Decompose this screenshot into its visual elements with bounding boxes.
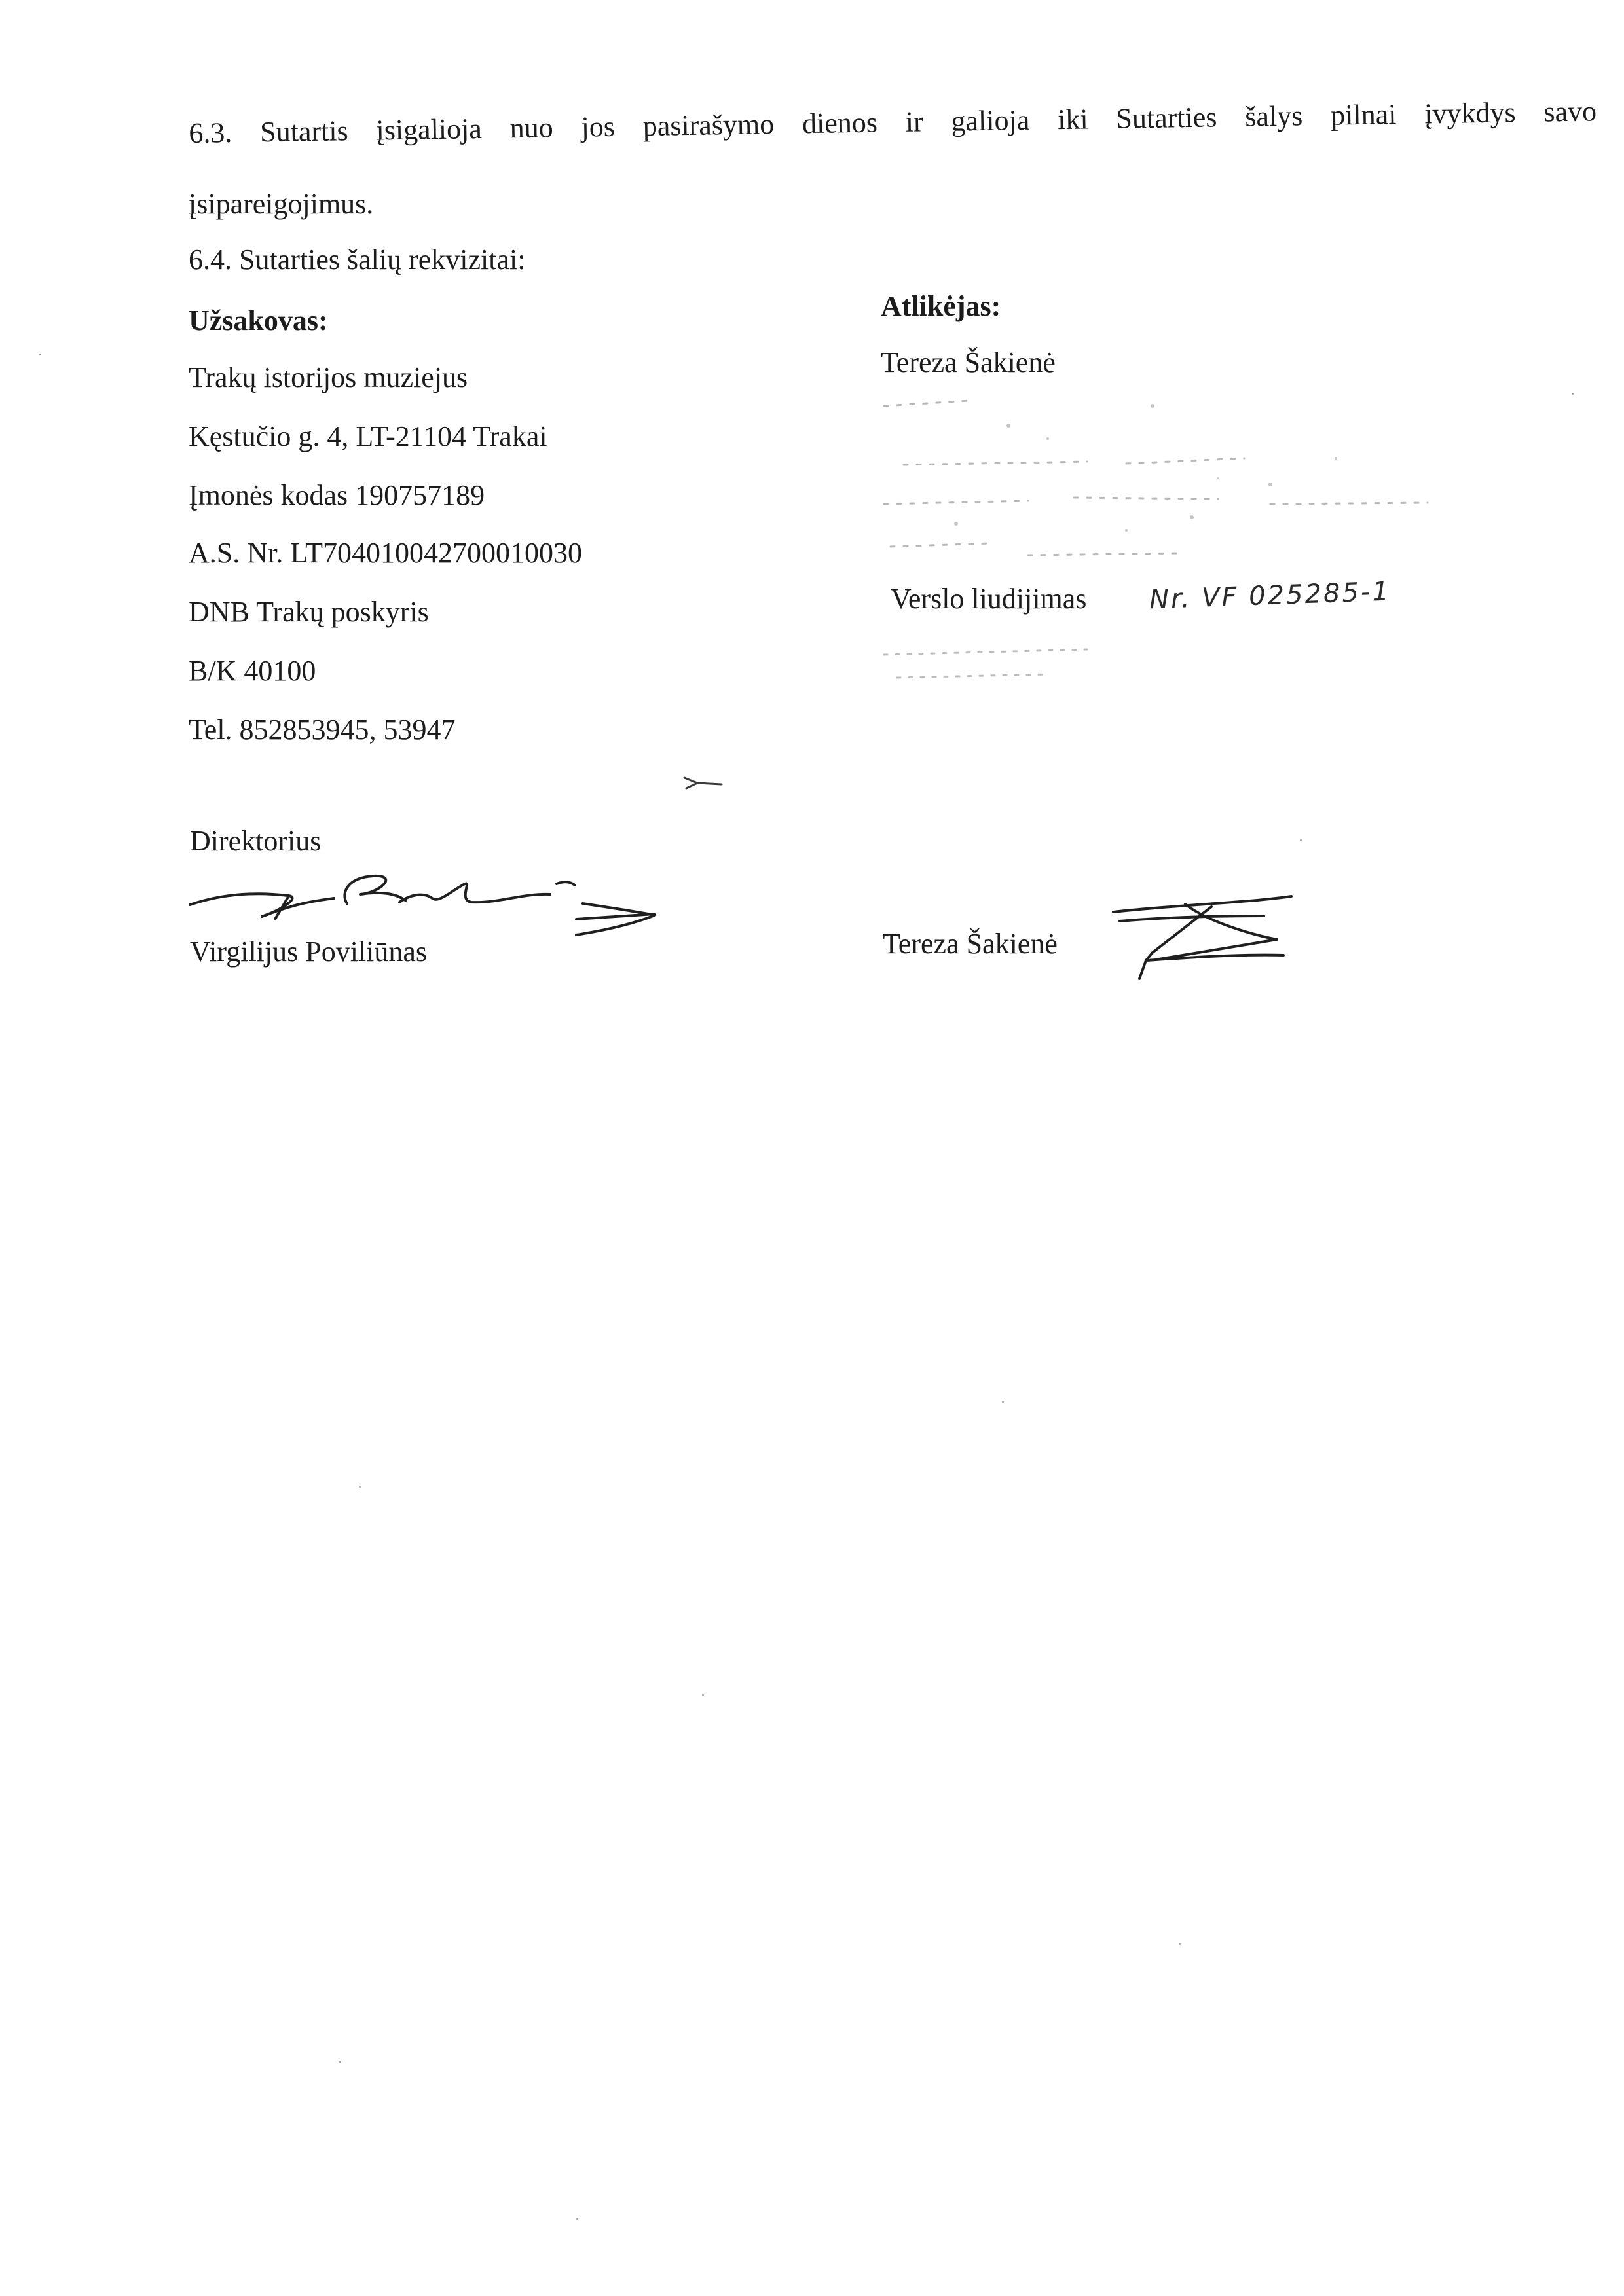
scan-speck: [1300, 839, 1302, 841]
stray-mark: [681, 766, 727, 792]
customer-bank: DNB Trakų poskyris: [189, 596, 429, 628]
contractor-signatory-name: Tereza Šakienė: [883, 928, 1058, 960]
customer-heading: Užsakovas:: [189, 304, 328, 337]
redacted-area-2: [877, 629, 1113, 687]
contractor-signature: [1107, 881, 1297, 985]
customer-name: Trakų istorijos muziejus: [189, 361, 468, 393]
scan-speck: [339, 2061, 341, 2063]
clause-6-3-line-1: 6.3. Sutartis įsigalioja nuo jos pasirašymo dienos ir galioja iki Sutarties šalys pilnai įvykdys savo: [188, 95, 1597, 149]
clause-6-4: 6.4. Sutarties šalių rekvizitai:: [189, 244, 526, 276]
clause-6-3-line-2: įsipareigojimus.: [189, 188, 374, 220]
customer-account: A.S. Nr. LT704010042700010030: [189, 537, 582, 569]
contractor-name: Tereza Šakienė: [881, 346, 1056, 378]
scan-speck: [702, 1694, 704, 1696]
customer-signatory-title: Direktorius: [190, 825, 322, 857]
scan-speck: [39, 354, 41, 355]
customer-phone: Tel. 852853945, 53947: [189, 714, 456, 746]
customer-signatory-name: Virgilijus Poviliūnas: [190, 936, 428, 968]
scan-speck: [1572, 393, 1574, 395]
customer-bank-code: B/K 40100: [189, 655, 316, 687]
scan-speck: [1179, 1943, 1181, 1945]
business-certificate-number: Nr. VF 025285-1: [1149, 576, 1392, 615]
customer-address: Kęstučio g. 4, LT-21104 Trakai: [189, 420, 547, 452]
scan-speck: [359, 1486, 361, 1488]
redacted-area: [877, 386, 1441, 576]
business-certificate-label: Verslo liudijimas: [891, 583, 1087, 615]
contractor-heading: Atlikėjas:: [881, 290, 1001, 322]
scan-speck: [576, 2218, 578, 2220]
scan-speck: [1002, 1401, 1004, 1403]
customer-company-code: Įmonės kodas 190757189: [189, 479, 485, 511]
